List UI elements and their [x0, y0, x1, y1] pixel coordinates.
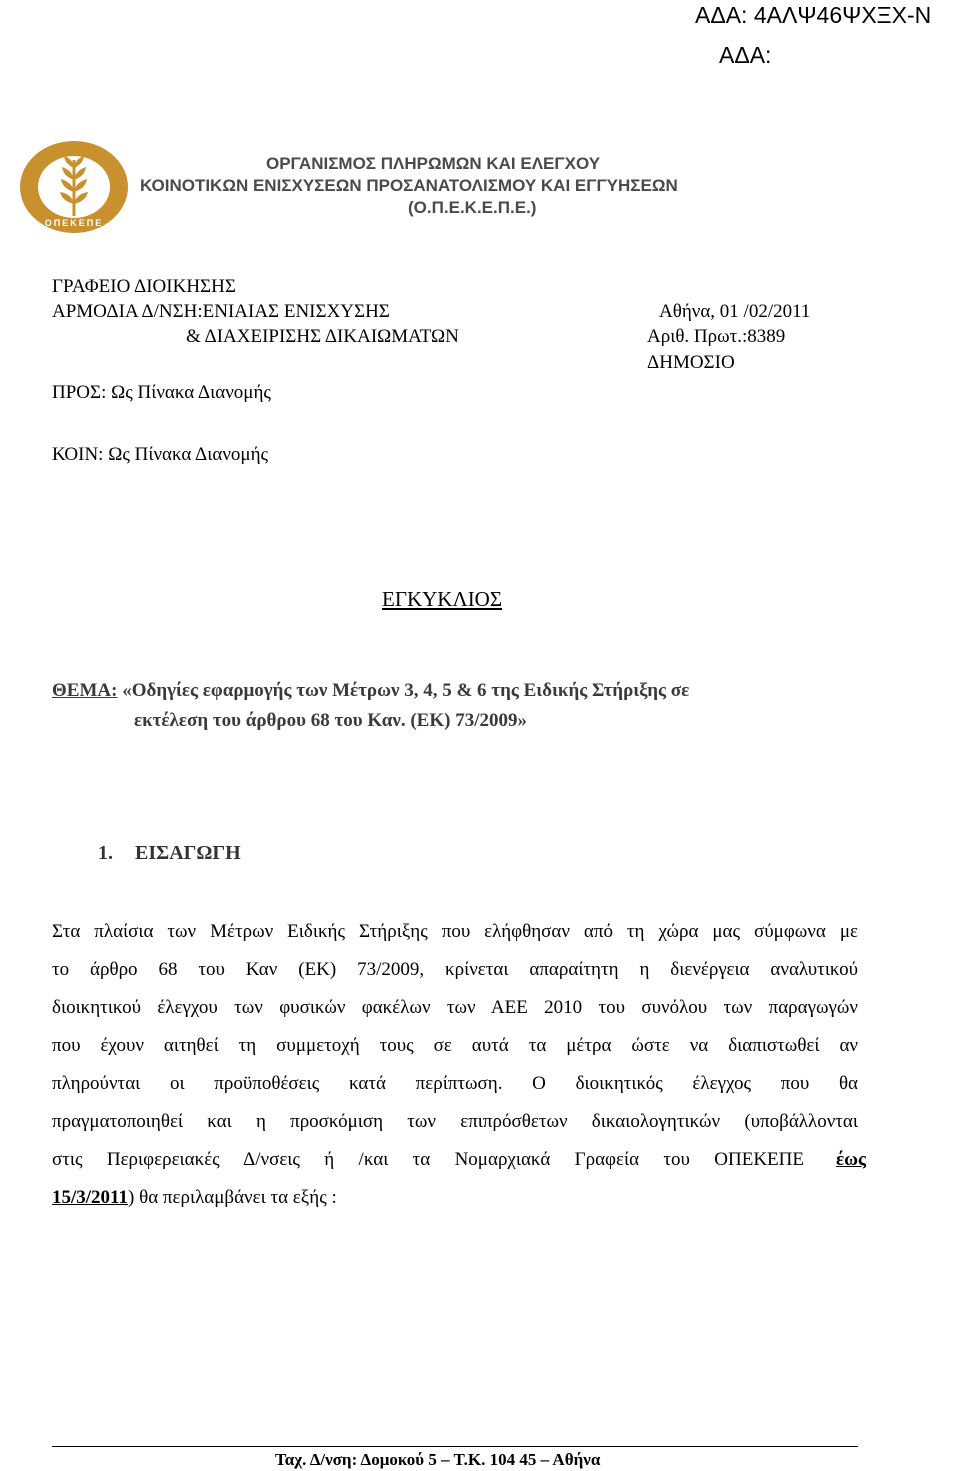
- directorate-line-1: ΑΡΜΟΔΙΑ Δ/ΝΣΗ:ΕΝΙΑΙΑΣ ΕΝΙΣΧΥΣΗΣ: [52, 301, 390, 322]
- paragraph-line: Στα πλαίσια των Μέτρων Ειδικής Στήριξης που ελήφθησαν από τη χώρα μας σύμφωνα με: [52, 921, 858, 942]
- deadline-word: έως: [835, 1149, 866, 1170]
- paragraph-line: διοικητικού έλεγχου των φυσικών φακέλων των ΑΕΕ 2010 του συνόλου των παραγωγών: [52, 997, 858, 1018]
- ada-code: ΑΔΑ: 4ΑΛΨ46ΨΧΞΧ-Ν: [695, 2, 932, 28]
- cc-recipients: ΚΟΙΝ: Ως Πίνακα Διανομής: [52, 444, 269, 465]
- organization-logo: [18, 140, 848, 235]
- section-number: 1.: [98, 842, 113, 864]
- logo-line-3: (Ο.Π.Ε.Κ.Ε.Π.Ε.): [408, 198, 537, 217]
- protocol-number: Αριθ. Πρωτ.:8389: [647, 326, 786, 347]
- paragraph-line-last: [52, 1187, 337, 1209]
- directorate-line-2: & ΔΙΑΧΕΙΡΙΣΗΣ ΔΙΚΑΙΩΜΑΤΩΝ: [186, 326, 459, 347]
- footer-address: Ταχ. Δ/νση: Δομοκού 5 – Τ.Κ. 104 45 – Αθήνα: [275, 1450, 601, 1469]
- subject-text-1: «Οδηγίες εφαρμογής των Μέτρων 3, 4, 5 & 6 της Ειδικής Στήριξης σε: [122, 680, 690, 701]
- subject-label: ΘΕΜΑ:: [52, 680, 118, 701]
- document-date: Αθήνα, 01 /02/2011: [659, 301, 811, 322]
- section-title: ΕΙΣΑΓΩΓΗ: [135, 842, 241, 864]
- paragraph-line-last-text: ) θα περιλαμβάνει τα εξής :: [128, 1187, 337, 1208]
- logo-line-1: ΟΡΓΑΝΙΣΜΟΣ ΠΛΗΡΩΜΩΝ ΚΑΙ ΕΛΕΓΧΟΥ: [266, 154, 601, 173]
- paragraph-line: που έχουν αιτηθεί τη συμμετοχή τους σε αυτά τα μέτρα ώστε να διαπιστωθεί αν: [52, 1035, 858, 1056]
- ada-label: ΑΔΑ:: [719, 42, 772, 68]
- paragraph-line-text: στις Περιφερειακές Δ/νσεις ή /και τα Νομαρχιακά Γραφεία του ΟΠΕΚΕΠΕ: [52, 1149, 804, 1170]
- seal-text: ΟΠΕΚΕΠΕ: [44, 218, 104, 228]
- logo-line-2: ΚΟΙΝΟΤΙΚΩΝ ΕΝΙΣΧΥΣΕΩΝ ΠΡΟΣΑΝΑΤΟΛΙΣΜΟΥ ΚΑΙ ΕΓΓΥΗΣΕΩΝ: [140, 176, 678, 195]
- section-heading: [98, 842, 241, 865]
- recipients: ΠΡΟΣ: Ως Πίνακα Διανομής: [52, 382, 271, 403]
- paragraph-line: πληρούνται οι προϋποθέσεις κατά περίπτωση. Ο διοικητικός έλεγχος που θα: [52, 1073, 858, 1094]
- document-type: ΕΓΚΥΚΛΙΟΣ: [382, 587, 503, 611]
- paragraph-line: το άρθρο 68 του Καν (ΕΚ) 73/2009, κρίνεται απαραίτητη η διενέργεια αναλυτικού: [52, 959, 858, 980]
- paragraph-line: πραγματοποιηθεί και η προσκόμιση των επιπρόσθετων δικαιολογητικών (υποβάλλονται: [52, 1111, 858, 1132]
- deadline-date: 15/3/2011: [52, 1187, 129, 1208]
- footer-divider: [52, 1446, 858, 1447]
- subject: [52, 680, 689, 702]
- subject-text-2: εκτέλεση του άρθρου 68 του Καν. (ΕΚ) 73/2009»: [134, 710, 527, 731]
- office-name: ΓΡΑΦΕΙΟ ΔΙΟΙΚΗΣΗΣ: [52, 276, 236, 297]
- paragraph-line: [52, 1149, 866, 1171]
- classification: ΔΗΜΟΣΙΟ: [647, 352, 735, 373]
